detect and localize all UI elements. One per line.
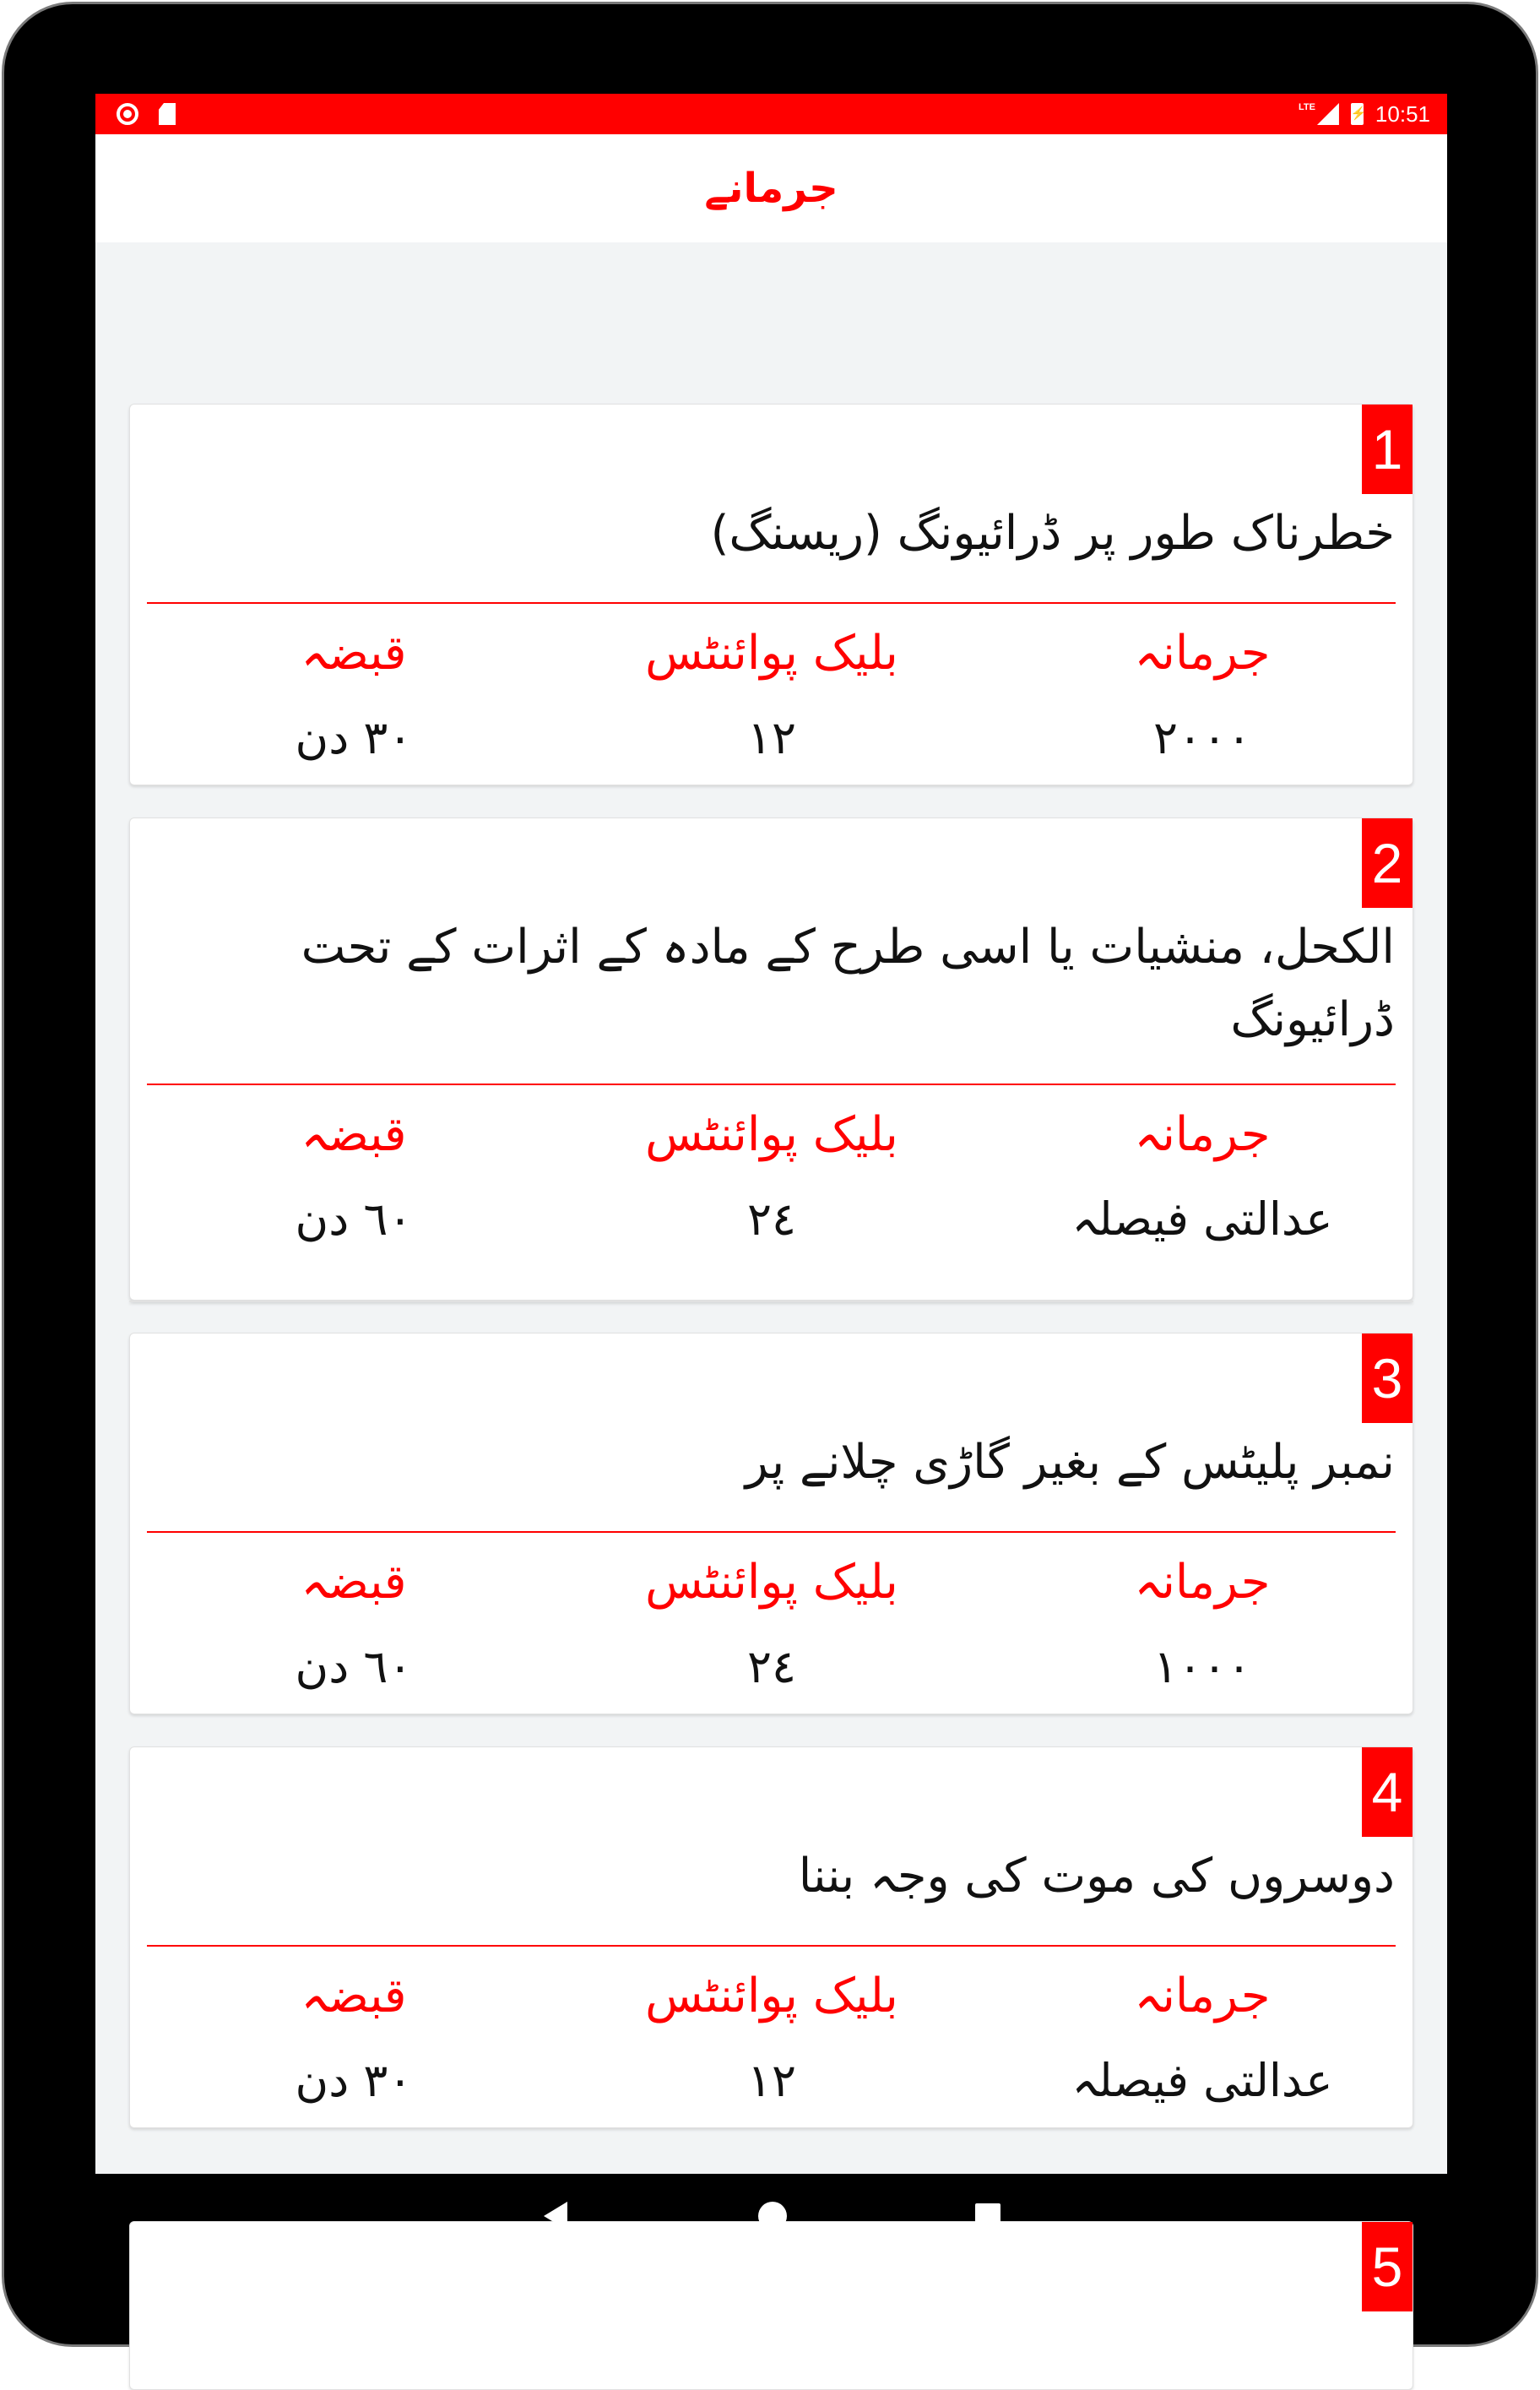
fine-header: جرمانہ [1134,1107,1271,1162]
sd-card-icon [159,103,176,125]
fine-value: ۱۰۰۰ [1152,1640,1251,1693]
fine-card[interactable] [129,817,1413,1301]
impound-value: ٦۰ دن [295,1640,413,1693]
impound-header: قبضہ [301,1969,407,2023]
black-points-value: ۱۲ [746,2054,796,2107]
fine-value: عدالتی فیصلہ [1071,1192,1333,1246]
impound-value: ۳۰ دن [295,711,413,764]
fines-list[interactable] [95,242,1447,2298]
fine-card[interactable] [129,404,1413,785]
impound-value: ٦۰ دن [295,1192,413,1246]
card-number-badge: 4 [1362,1747,1413,1837]
screen [95,94,1447,2298]
card-divider [147,1531,1396,1533]
card-divider [147,602,1396,604]
card-number-badge: 1 [1362,405,1413,494]
home-icon[interactable] [758,2202,787,2230]
fine-value: ۲۰۰۰ [1152,711,1251,764]
fine-header: جرمانہ [1134,1555,1271,1610]
screen-record-icon [117,103,138,125]
black-points-header: بلیک پوائنٹس [645,1107,898,1162]
page-title: جرمانے [704,165,838,212]
card-divider [147,1084,1396,1085]
network-type: LTE [1298,102,1315,112]
violation-title: دوسروں کی موت کی وجہ بننا [798,1849,1395,1904]
fine-header: جرمانہ [1134,1969,1271,2023]
signal-icon [1317,103,1339,125]
recent-apps-icon[interactable] [975,2203,1000,2229]
black-points-value: ۲٤ [746,1640,796,1693]
fine-card[interactable] [129,1301,1413,1302]
fine-value: عدالتی فیصلہ [1071,2054,1333,2107]
fine-card[interactable] [129,1333,1413,1714]
impound-header: قبضہ [301,1555,407,1610]
card-number-badge: 3 [1362,1334,1413,1423]
clock: 10:51 [1375,100,1430,127]
black-points-header: بلیک پوائنٹس [645,626,898,681]
fine-header: جرمانہ [1134,626,1271,681]
battery-charging-icon [1351,103,1364,125]
impound-header: قبضہ [301,1107,407,1162]
black-points-header: بلیک پوائنٹس [645,1969,898,2023]
fine-card[interactable] [129,1746,1413,2128]
impound-header: قبضہ [301,626,407,681]
violation-title: نمبر پلیٹس کے بغیر گاڑی چلانے پر [745,1435,1395,1490]
black-points-value: ۲٤ [746,1192,796,1246]
black-points-header: بلیک پوائنٹس [645,1555,898,1610]
card-number-badge: 2 [1362,818,1413,908]
impound-value: ۳۰ دن [295,2054,413,2107]
card-number-badge: 5 [1362,2222,1413,2311]
navigation-bar [0,2174,1540,2258]
back-icon[interactable] [544,2202,567,2230]
violation-title: خطرناک طور پر ڈرائیونگ (ریسنگ) [710,506,1395,561]
violation-title: الکحل، منشیات یا اسی طرح کے مادہ کے اثرات کے تحت ڈرائیونگ [301,920,1395,1047]
black-points-value: ۱۲ [746,711,796,764]
app-bar [95,134,1447,242]
status-bar [95,94,1447,134]
card-divider [147,1945,1396,1947]
